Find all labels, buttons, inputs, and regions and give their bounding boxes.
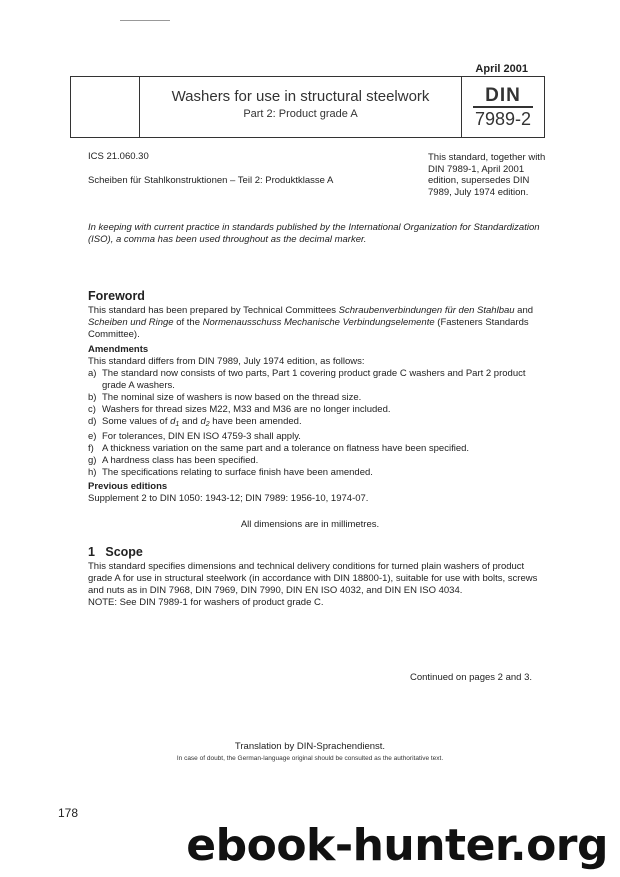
- amendment-letter: c): [88, 404, 96, 415]
- amendment-text: The nominal size of washers is now based on the thread size.: [102, 392, 362, 403]
- amendment-letter: b): [88, 392, 97, 403]
- foreword-text-part: and: [514, 305, 534, 316]
- din-cell: [461, 77, 544, 137]
- amendments-list: [88, 368, 550, 479]
- previous-editions-heading: Previous editions: [88, 481, 168, 492]
- supersedes-note: This standard, together with DIN 7989-1, April 2001 edition, supersedes DIN 7989, July 1974 edition.: [428, 152, 546, 198]
- amendment-item: [88, 416, 550, 431]
- scope-note: NOTE: See DIN 7989-1 for washers of product grade C.: [88, 597, 324, 608]
- standards-committee-name: Normenausschuss Mechanische Verbindungselemente: [202, 317, 435, 328]
- decimal-marker-note: In keeping with current practice in standards published by the International Organization for Standardization (ISO), a comma has been used throughout as the decimal marker.: [88, 222, 540, 245]
- dimensions-note: All dimensions are in millimetres.: [240, 519, 380, 530]
- foreword-text-part: (Fasteners Standards Committee).: [88, 317, 529, 340]
- amendment-item: [88, 431, 550, 443]
- translation-credit: Translation by DIN-Sprachendienst.: [234, 741, 386, 752]
- amendment-letter: h): [88, 467, 97, 478]
- watermark: ebook-hunter.org: [186, 820, 608, 871]
- scope-heading: 1 Scope: [88, 545, 143, 559]
- amendment-text: The standard now consists of two parts, Part 1 covering product grade C washers and Part 2 product grade A washers.: [102, 368, 526, 391]
- committee-name-1: Schraubenverbindungen für den Stahlbau: [338, 305, 515, 316]
- amendment-item: [88, 404, 550, 416]
- amendment-letter: g): [88, 455, 97, 466]
- amendment-item: [88, 443, 550, 455]
- variable-d1: d: [170, 416, 176, 427]
- document-subtitle: Part 2: Product grade A: [243, 108, 358, 120]
- amendment-letter: f): [88, 443, 94, 454]
- authoritative-text-note: In case of doubt, the German-language original should be consulted as the authoritative text.: [176, 755, 444, 762]
- amendment-text: have been amended.: [209, 416, 302, 427]
- amendment-item: [88, 368, 550, 392]
- variable-d1-subscript: 1: [175, 421, 180, 428]
- foreword-text-part: of the: [173, 317, 203, 328]
- foreword-text-part: This standard has been prepared by Technical Committees: [88, 305, 339, 316]
- amendment-text: A thickness variation on the same part and a tolerance on flatness have been specified.: [102, 443, 470, 454]
- continued-note: Continued on pages 2 and 3.: [409, 672, 532, 683]
- foreword-heading: Foreword: [88, 289, 145, 303]
- title-block-left-cell: [71, 77, 140, 137]
- amendment-item: [88, 455, 550, 467]
- committee-name-2: Scheiben und Ringe: [88, 317, 174, 328]
- variable-d2: d: [200, 416, 206, 427]
- foreword-text: [88, 305, 550, 341]
- amendment-text: For tolerances, DIN EN ISO 4759-3 shall apply.: [102, 431, 301, 442]
- amendment-text: A hardness class has been specified.: [102, 455, 259, 466]
- standard-number: 7989-2: [474, 109, 532, 129]
- amendment-letter: d): [88, 416, 97, 427]
- scope-text: This standard specifies dimensions and technical delivery conditions for turned plain washers of product grade A for use in structural steelwork (in accordance with DIN 18800-1), suitable for use with bolts, screws and nuts as in DIN 7968, DIN 7969, DIN 7990, DIN EN ISO 4032, and DIN EN ISO 4034.: [88, 561, 538, 596]
- amendment-text: Washers for thread sizes M22, M33 and M36 are no longer included.: [102, 404, 391, 415]
- amendments-heading: Amendments: [88, 344, 149, 355]
- german-title: Scheiben für Stahlkonstruktionen – Teil 2: Produktklasse A: [88, 175, 334, 186]
- page-number: 178: [58, 806, 79, 820]
- amendment-item: [88, 467, 550, 479]
- amendment-item: [88, 392, 550, 404]
- amendments-intro: This standard differs from DIN 7989, July 1974 edition, as follows:: [88, 356, 365, 367]
- title-block: [70, 76, 545, 138]
- din-logo: DIN: [473, 86, 533, 108]
- top-rule: [120, 20, 170, 21]
- variable-d2-subscript: 2: [205, 421, 210, 428]
- amendment-letter: a): [88, 368, 97, 379]
- ics-code: ICS 21.060.30: [88, 151, 149, 162]
- previous-editions-text: Supplement 2 to DIN 1050: 1943-12; DIN 7989: 1956-10, 1974-07.: [88, 493, 369, 504]
- amendment-text: and: [179, 416, 201, 427]
- document-title: Washers for use in structural steelwork: [171, 88, 430, 105]
- amendment-text: Some values of: [102, 416, 171, 427]
- amendment-text: The specifications relating to surface finish have been amended.: [102, 467, 373, 478]
- amendment-letter: e): [88, 431, 97, 442]
- edition-date: April 2001: [475, 63, 528, 75]
